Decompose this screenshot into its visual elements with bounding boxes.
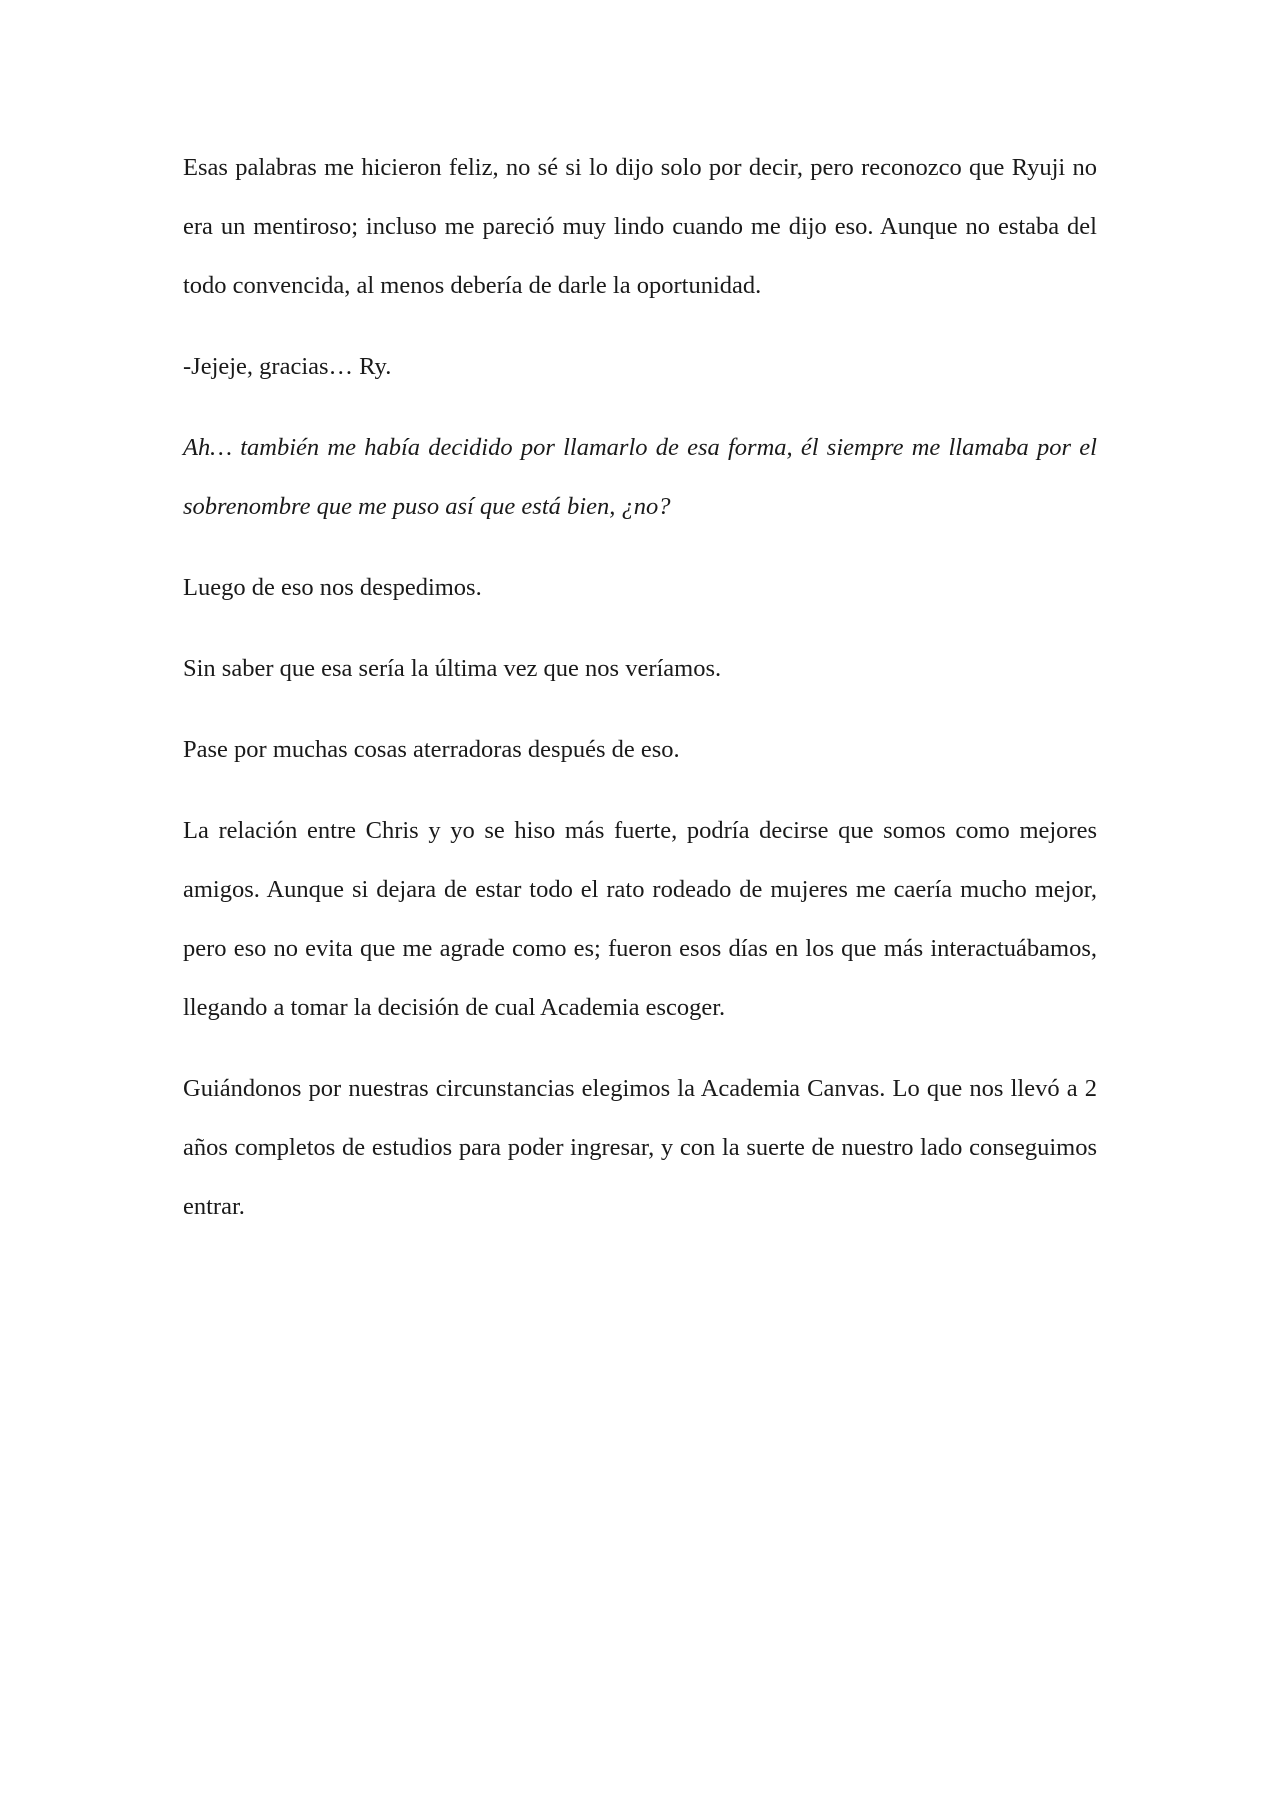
paragraph-8: Guiándonos por nuestras circunstancias elegimos la Academia Canvas. Lo que nos llevó a 2 años completos de estudios para poder ingresar, y con la suerte de nuestro lado conseguimos entrar. [183,1075,1097,1220]
paragraph-5: Sin saber que esa sería la última vez que nos veríamos. [183,655,722,682]
paragraph-7: La relación entre Chris y yo se hiso más fuerte, podría decirse que somos como mejores amigos. Aunque si dejara de estar todo el rato rodeado de mujeres me caería mucho mejor, pero eso no evita que me agrade como es; fueron esos días en los que más interactuábamos, llegando a tomar la decisión de cual Academia escoger. [183,817,1097,1021]
paragraph-1: Esas palabras me hicieron feliz, no sé si lo dijo solo por decir, pero reconozco que Ryuji no era un mentiroso; incluso me pareció muy lindo cuando me dijo eso. Aunque no estaba del todo convencida, al menos debería de darle la oportunidad. [183,154,1097,299]
paragraph-4: Luego de eso nos despedimos. [183,574,482,601]
paragraph-6: Pase por muchas cosas aterradoras después de eso. [183,736,680,763]
document-body [183,138,1097,1258]
paragraph-3: Ah… también me había decidido por llamarlo de esa forma, él siempre me llamaba por el sobrenombre que me puso así que está bien, ¿no? [183,434,1097,520]
paragraph-2: -Jejeje, gracias… Ry. [183,353,392,380]
